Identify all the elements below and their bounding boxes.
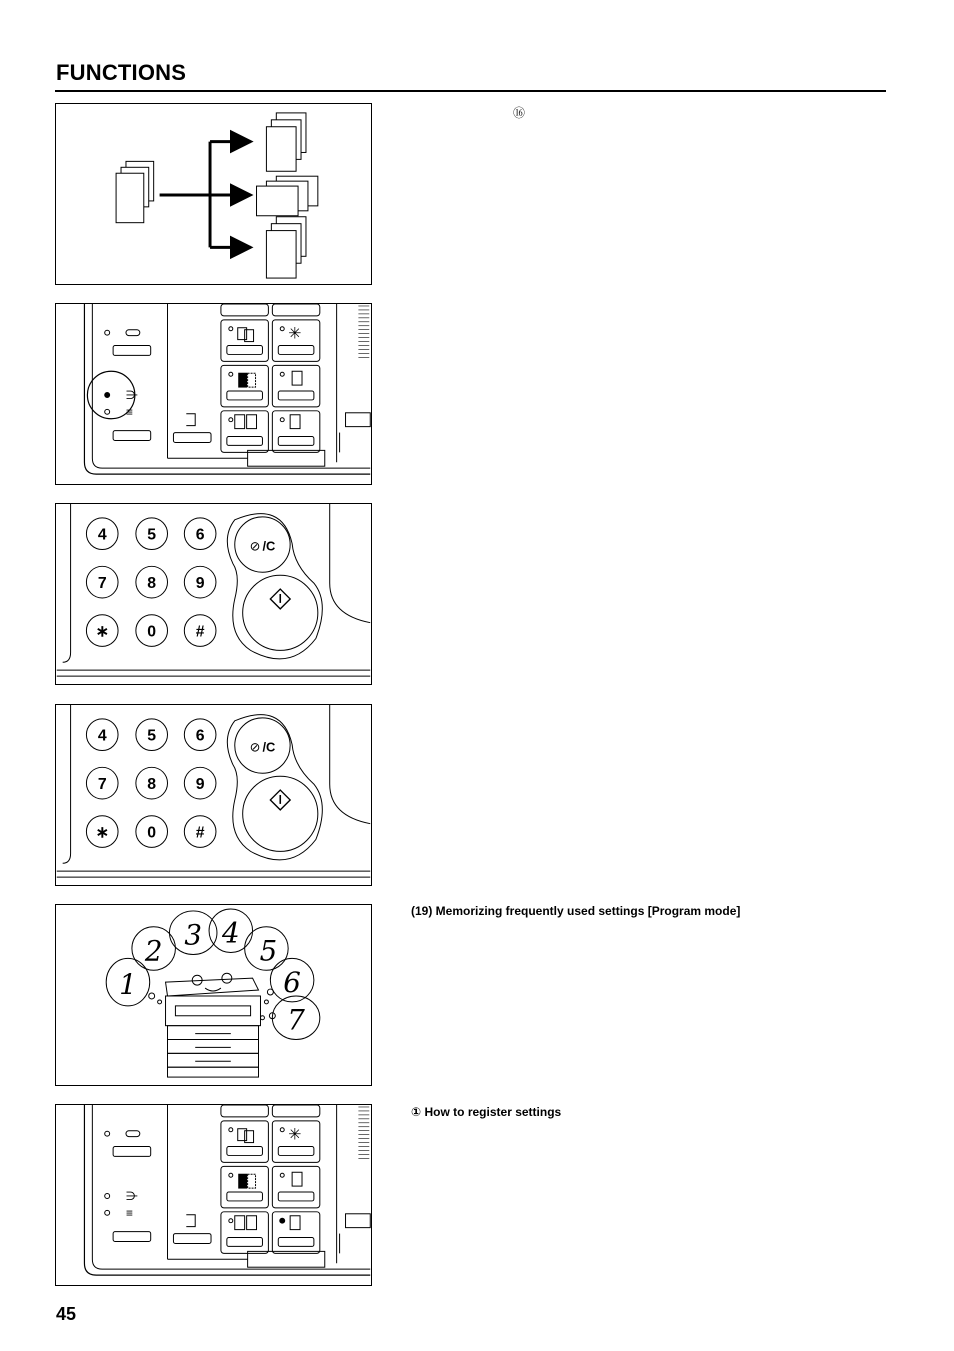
program-mode-cartoon-panel xyxy=(55,904,372,1086)
original-stack-icon xyxy=(116,161,154,222)
start-key xyxy=(243,776,318,851)
register-heading-text: How to register settings xyxy=(424,1105,562,1119)
register-settings-heading xyxy=(411,1105,561,1119)
key-hash-label: # xyxy=(195,824,205,842)
staple-button xyxy=(173,433,211,443)
sort-diagram-panel xyxy=(55,103,372,285)
sort-icon: ⋺ xyxy=(125,387,138,402)
duplex-indicator xyxy=(105,330,151,356)
key-7-label: 7 xyxy=(97,575,107,593)
sort-icon: ⋺ xyxy=(125,1188,138,1203)
step-marker: ⑯ xyxy=(513,106,526,120)
key-6-label: 6 xyxy=(195,727,205,745)
sort-arrows xyxy=(160,142,251,248)
stop-clear-icon: ⊘ xyxy=(249,538,261,554)
bubble-number-6: 6 xyxy=(283,966,301,1000)
sorted-set-bottom-icon xyxy=(266,217,306,278)
key-8-label: 8 xyxy=(147,776,157,794)
key-4-label: 4 xyxy=(97,727,107,745)
program-mode-heading: (19) Memorizing frequently used settings [Program mode] xyxy=(411,904,741,918)
duplex-button xyxy=(113,346,151,356)
stop-clear-icon: ⊘ xyxy=(249,739,261,755)
staple-icon xyxy=(186,1215,195,1227)
key-4-label: 4 xyxy=(97,526,107,544)
sorted-set-top-icon xyxy=(266,113,306,171)
register-heading-number: ① xyxy=(411,1105,422,1119)
function-key-grid xyxy=(221,1105,320,1253)
page-title: FUNCTIONS xyxy=(56,60,187,85)
sort-group-button xyxy=(113,431,151,441)
sort-diagram xyxy=(56,104,371,284)
bubble-number-4: 4 xyxy=(221,916,240,950)
function-key-grid xyxy=(221,304,320,452)
bubble-number-3: 3 xyxy=(184,918,203,952)
svg-text:✳: ✳ xyxy=(288,325,302,343)
keypad-illustration-1 xyxy=(56,504,371,684)
page-number: 45 xyxy=(56,1304,77,1324)
key-7-label: 7 xyxy=(97,776,107,794)
control-panel-illustration xyxy=(56,304,371,484)
key-8-label: 8 xyxy=(147,575,157,593)
key-9-label: 9 xyxy=(195,575,205,593)
key-0-label: 0 xyxy=(147,824,157,842)
header-rule xyxy=(55,90,886,92)
sort-indicator-lit xyxy=(105,393,110,398)
keypad-illustration-2 xyxy=(56,705,371,885)
key-hash-label: # xyxy=(195,623,205,641)
key-6-label: 6 xyxy=(195,526,205,544)
copier-icon xyxy=(166,973,261,1077)
svg-text:✳: ✳ xyxy=(288,1126,302,1144)
key-0-label: 0 xyxy=(147,623,157,641)
staple-icon xyxy=(186,414,195,426)
key-star-label: ∗ xyxy=(95,623,109,641)
copier-cartoon xyxy=(56,905,371,1085)
key-5-label: 5 xyxy=(147,526,157,544)
start-key xyxy=(243,575,318,650)
side-grille xyxy=(358,306,369,357)
key-5-label: 5 xyxy=(147,727,157,745)
keypad-panel-2 xyxy=(55,704,372,886)
sorted-set-middle-icon xyxy=(257,176,318,216)
bubble-number-5: 5 xyxy=(259,934,278,968)
keypad-panel-1 xyxy=(55,503,372,685)
bubble-number-7: 7 xyxy=(287,1003,305,1037)
group-icon: ≡ xyxy=(125,1205,133,1220)
bubble-number-1: 1 xyxy=(119,968,137,1002)
key-9-label: 9 xyxy=(195,776,205,794)
stop-clear-label: /C xyxy=(262,538,276,554)
key-star-label: ∗ xyxy=(95,824,109,842)
program-indicator-lit xyxy=(280,1218,285,1223)
control-panel-sort-panel xyxy=(55,303,372,485)
stop-clear-label: /C xyxy=(262,739,276,755)
control-panel-program-panel xyxy=(55,1104,372,1286)
control-panel-illustration-2 xyxy=(56,1105,371,1285)
group-icon: ≡ xyxy=(125,404,133,419)
bubble-number-2: 2 xyxy=(144,934,163,968)
